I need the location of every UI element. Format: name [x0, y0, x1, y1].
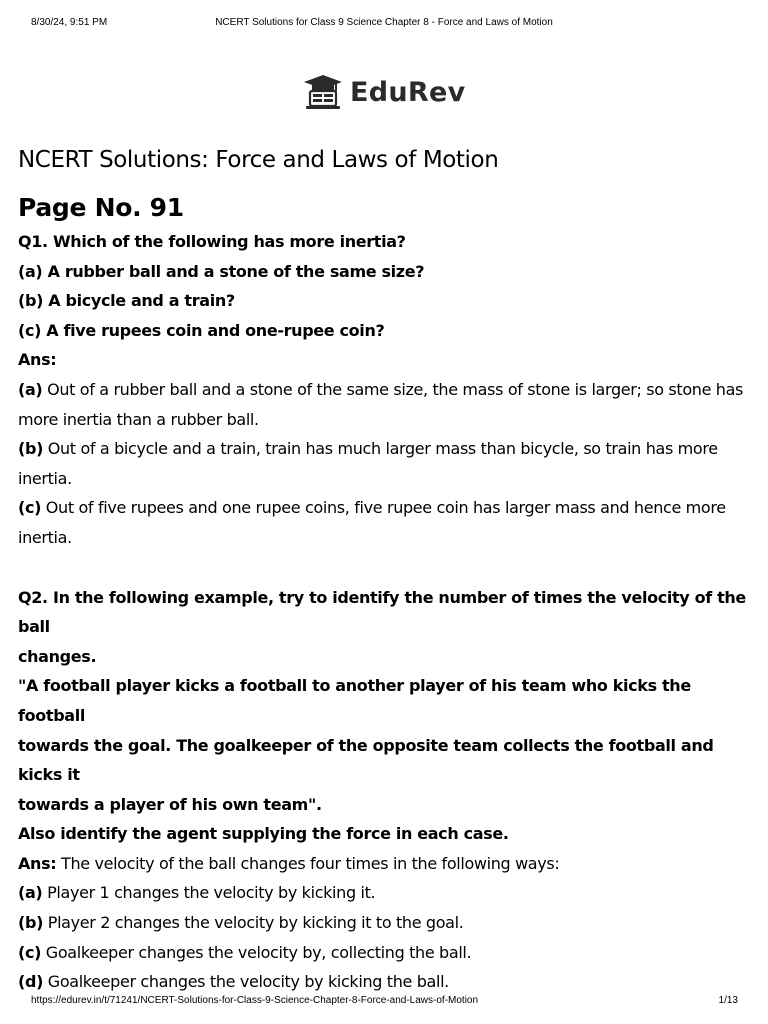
- page-number-heading: Page No. 91: [18, 193, 184, 222]
- answer-label: (a): [18, 883, 43, 903]
- q1-answer-b-cont: inertia.: [18, 468, 72, 488]
- answer-text: Out of a rubber ball and a stone of the same size, the mass of stone is larger; so stone has: [42, 379, 744, 399]
- q2-question: Q2. In the following example, try to identify the number of times the velocity of the ball: [18, 587, 746, 637]
- section-spacer: [18, 553, 748, 583]
- q2-answer-b: [18, 908, 748, 938]
- graduation-cap-laptop-icon: [302, 72, 344, 112]
- answer-text: Out of five rupees and one rupee coins, five rupee coin has larger mass and hence more: [41, 498, 726, 518]
- document-title: NCERT Solutions: Force and Laws of Motion: [18, 147, 499, 173]
- q1-option-b: (b) A bicycle and a train?: [18, 291, 235, 311]
- q2-quote-line-1: "A football player kicks a football to another player of his team who kicks the football: [18, 676, 691, 725]
- q1-answer-c-cont: inertia.: [18, 527, 72, 547]
- q1-answer-b: [18, 434, 748, 464]
- print-datetime: 8/30/24, 9:51 PM: [31, 17, 108, 28]
- q2-answer-d: [18, 967, 748, 997]
- q1-option-a: (a) A rubber ball and a stone of the same size?: [18, 261, 425, 281]
- answer-label: (b): [18, 439, 44, 459]
- q1-answer-a: [18, 375, 748, 405]
- q1-answer-c: [18, 493, 748, 523]
- q1-option-c: (c) A five rupees coin and one-rupee coin?: [18, 320, 385, 340]
- answer-text: Player 2 changes the velocity by kicking it to the goal.: [43, 913, 464, 933]
- q2-quote-line-2: towards the goal. The goalkeeper of the opposite team collects the football and kicks it: [18, 735, 714, 785]
- answer-label: (c): [18, 498, 42, 518]
- answer-label: (a): [18, 379, 43, 399]
- print-header: [0, 17, 768, 31]
- answer-label: (b): [18, 913, 44, 933]
- answer-text: Player 1 changes the velocity by kicking it.: [42, 883, 376, 903]
- ans-text: The velocity of the ball changes four times in the following ways:: [56, 853, 560, 873]
- answer-text: Goalkeeper changes the velocity by kicking the ball.: [43, 972, 449, 992]
- ans-label: Ans:: [18, 853, 57, 873]
- document-body: [18, 140, 748, 997]
- answer-text: Goalkeeper changes the velocity by, collecting the ball.: [41, 942, 472, 962]
- print-page-title: NCERT Solutions for Class 9 Science Chapter 8 - Force and Laws of Motion: [215, 17, 553, 28]
- page-url: https://edurev.in/t/71241/NCERT-Solutions-for-Class-9-Science-Chapter-8-Force-and-Laws-of-Motion: [31, 995, 479, 1006]
- answer-label: (d): [18, 972, 44, 992]
- q2-answer-a: [18, 878, 748, 908]
- answer-text: Out of a bicycle and a train, train has much larger mass than bicycle, so train has more: [43, 439, 718, 459]
- q2-agent-question: Also identify the agent supplying the force in each case.: [18, 824, 509, 844]
- q1-question: Q1. Which of the following has more inertia?: [18, 232, 406, 251]
- q2-answer-c: [18, 938, 748, 968]
- q1-answer-a-cont: more inertia than a rubber ball.: [18, 409, 259, 429]
- q2-question-cont: changes.: [18, 646, 97, 666]
- answer-label: (c): [18, 942, 42, 962]
- logo-text: EduRev: [350, 76, 466, 108]
- edurev-logo: [302, 72, 466, 112]
- q2-answer-intro: [18, 849, 748, 879]
- q2-quote-line-3: towards a player of his own team".: [18, 794, 322, 814]
- q1-ans-label: Ans:: [18, 350, 57, 370]
- page-counter: 1/13: [718, 995, 738, 1006]
